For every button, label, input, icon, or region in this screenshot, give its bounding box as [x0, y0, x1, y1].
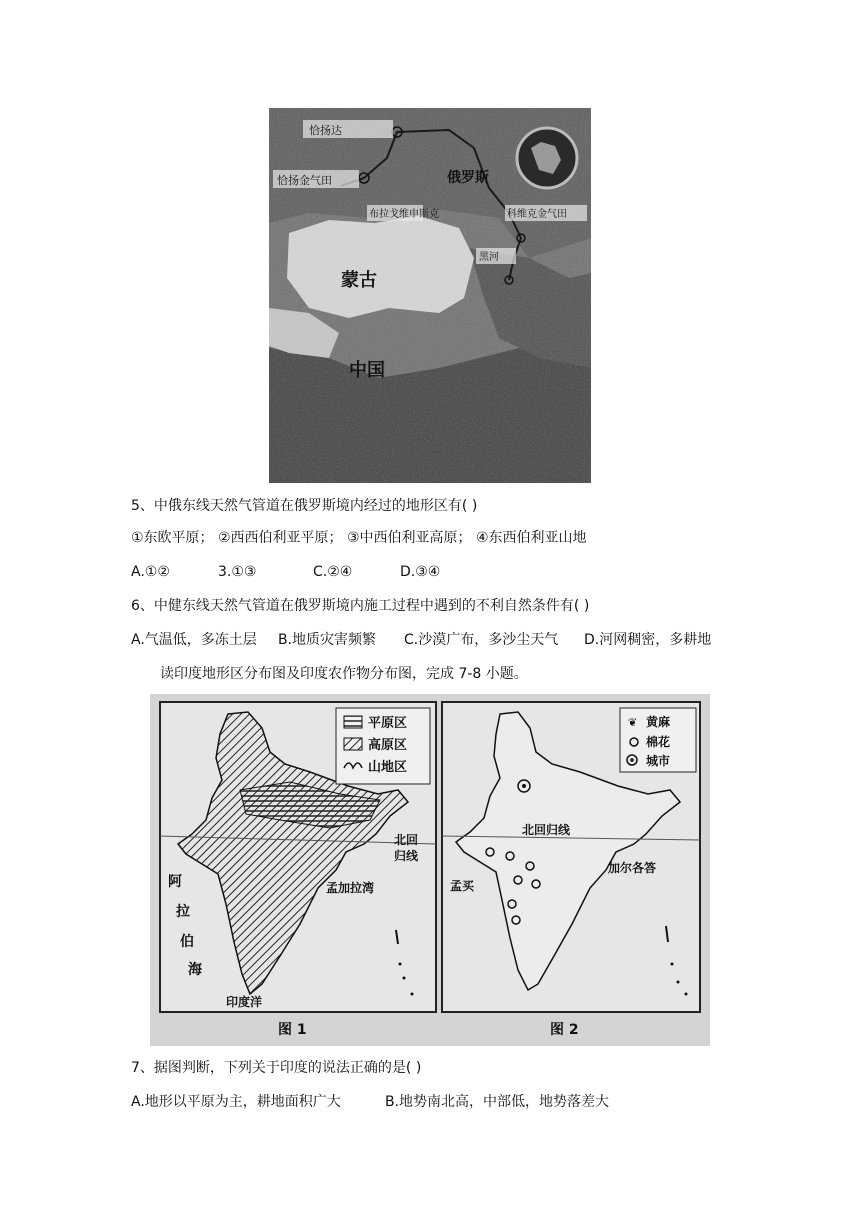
map1-label-arabian-3: 伯: [180, 934, 194, 950]
india-maps-figure: [150, 694, 710, 1046]
map1-legend-plain: 平原区: [368, 716, 408, 731]
q7-option-b: B.地势南北高，中部低，地势落差大: [385, 1094, 610, 1110]
map-label-city-right: 科维克金气田: [507, 209, 567, 220]
map1-legend: [336, 708, 430, 784]
q7-option-a: A.地形以平原为主，耕地面积广大: [131, 1094, 341, 1110]
india-maps: [150, 694, 710, 1046]
map-label-mongolia: 蒙古: [341, 270, 377, 291]
pipeline-map: [269, 108, 591, 483]
map1-caption: 图 1: [278, 1022, 307, 1038]
map1-label-ocean: 印度洋: [226, 995, 263, 1009]
map1-label-bay: 孟加拉湾: [326, 881, 375, 895]
map1-legend-mountain: 山地区: [368, 760, 408, 775]
map2-legend-jute: 黄麻: [646, 715, 671, 729]
map-label-china: 中国: [349, 360, 385, 381]
map1-label-tropic-1: 北回: [394, 833, 419, 847]
pipeline-map-figure: [269, 108, 591, 483]
map2-legend-cotton: 棉花: [646, 735, 671, 749]
map1-label-arabian-4: 海: [188, 962, 202, 978]
question-6-stem: 6、中健东线天然气管道在俄罗斯境内施工过程中遇到的不利自然条件有( ): [131, 598, 590, 614]
jute-legend-icon: ❦: [628, 716, 638, 729]
map2-label-mumbai: 孟买: [450, 879, 475, 893]
map2-label-tropic: 北回归线: [522, 823, 571, 837]
q5-option-d: D.③④: [400, 564, 441, 580]
map1-legend-plateau: 高原区: [368, 738, 408, 753]
map2-label-kolkata: 加尔各答: [608, 861, 657, 875]
q5-option-a: A.①②: [131, 564, 170, 580]
map2-legend-city: 城市: [646, 754, 671, 768]
map-label-field-top: 恰扬达: [309, 124, 342, 137]
question-5-items: ①东欧平原； ②西西伯利亚平原； ③中西伯利亚高原； ④东西伯利亚山地: [131, 530, 587, 546]
map1-label-arabian-2: 拉: [176, 904, 190, 920]
intro-7-8: 读印度地形区分布图及印度农作物分布图，完成 7-8 小题。: [160, 666, 528, 682]
q5-option-c: C.②④: [313, 564, 353, 580]
q6-option-c: C.沙漠广布，多沙尘天气: [404, 632, 559, 648]
map-label-field-left: 恰扬金气田: [277, 174, 332, 187]
question-7-stem: 7、据图判断，下列关于印度的说法正确的是( ): [131, 1060, 422, 1076]
q6-option-a: A.气温低，多冻土层: [131, 632, 257, 648]
q6-option-d: D.河网稠密，多耕地: [584, 632, 712, 648]
map-label-russia: 俄罗斯: [447, 170, 489, 186]
question-5-stem: 5、中俄东线天然气管道在俄罗斯境内经过的地形区有( ): [131, 498, 478, 514]
map-label-city-mid: 布拉戈维申斯克: [369, 209, 439, 220]
q5-option-b: 3.①③: [218, 564, 257, 580]
map-label-heihe: 黑河: [479, 252, 499, 263]
map1-label-arabian-1: 阿: [168, 874, 182, 890]
map2-legend: [620, 708, 696, 772]
map1-label-tropic-2: 归线: [394, 849, 419, 863]
q6-option-b: B.地质灾害频繁: [278, 632, 377, 648]
map2-caption: 图 2: [550, 1022, 579, 1038]
